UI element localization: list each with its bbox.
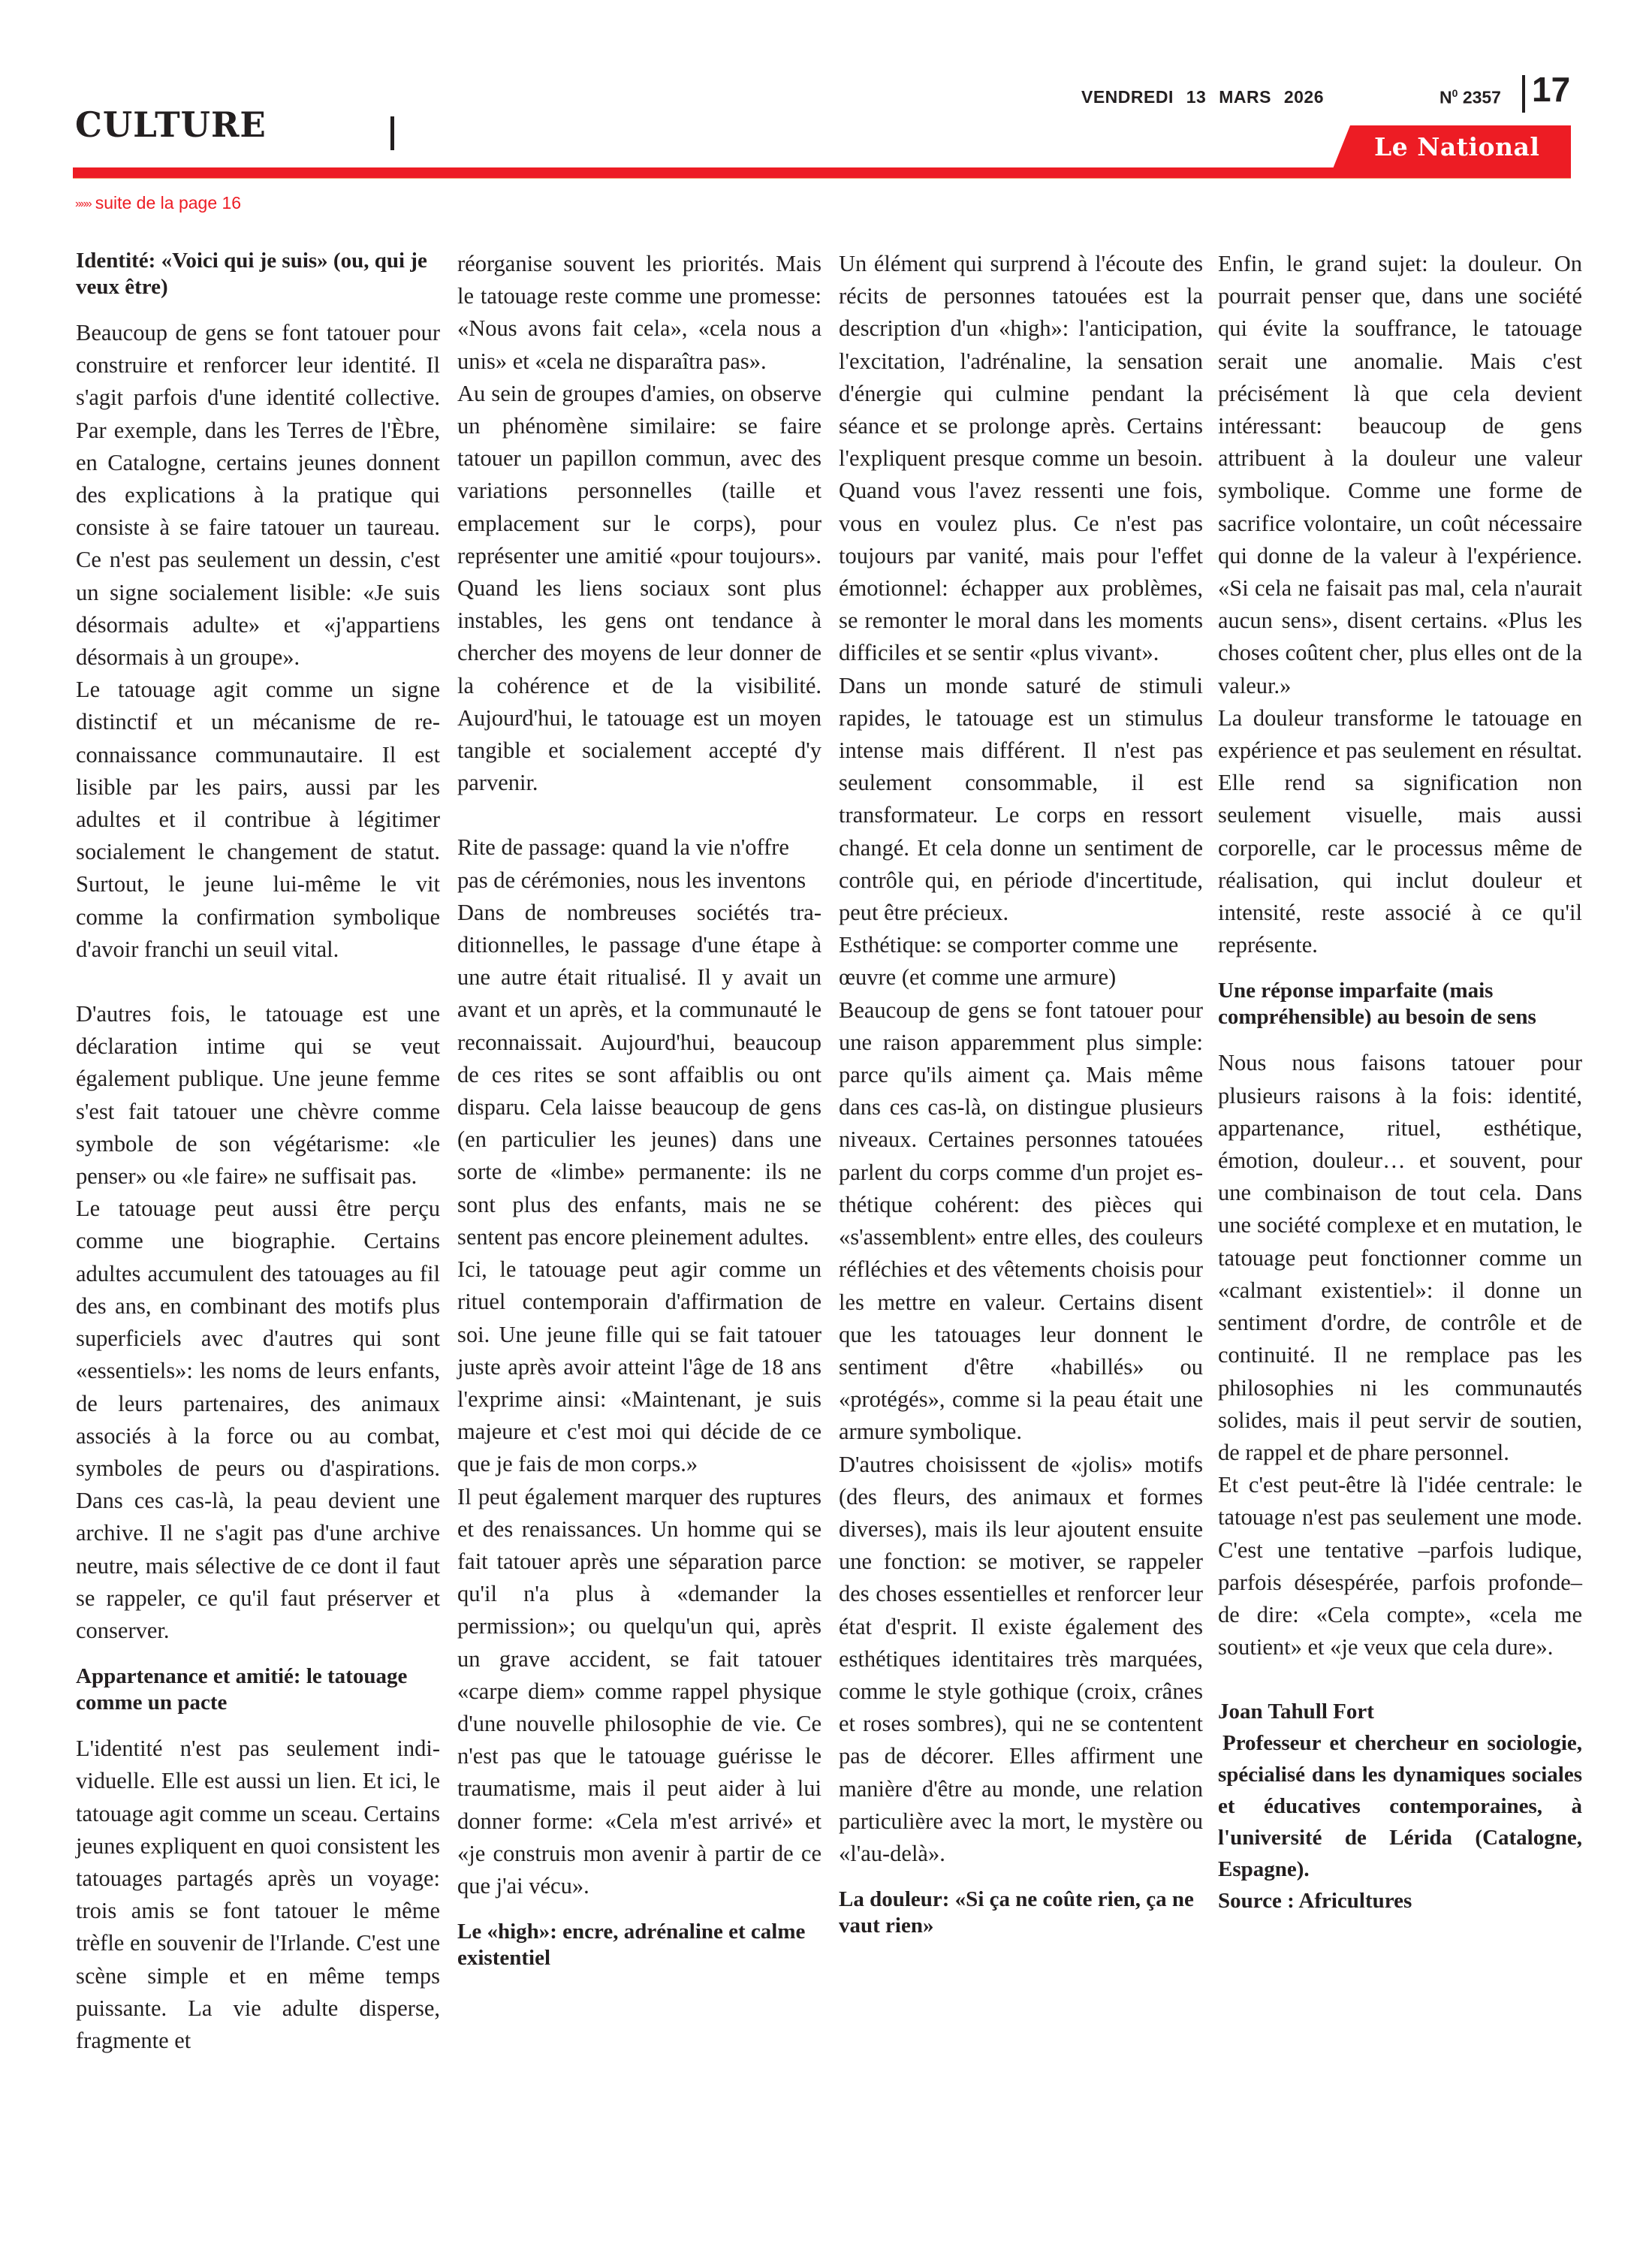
arrows-icon: »»»	[75, 198, 91, 210]
page-divider	[1522, 75, 1525, 113]
article-source: Source : Africultures	[1218, 1889, 1412, 1914]
subheading-appartenance: Appartenance et amitié: le tatouage comme un pacte	[76, 1664, 408, 1715]
continued-from-link[interactable]	[75, 193, 241, 213]
subheading-high: Le «high»: encre, adrénaline et calme existentiel	[457, 1920, 806, 1971]
paragraph: Ici, le tatouage peut agir comme un rituel contemporain d'affirmation de soi. Une jeune fille qui se fait tatouer juste après avoir atteint l'âge de 18 ans l'exprime ainsi: «Maintenant, je suis majeure et c'est moi qui décide de ce que je fais de mon corps.»	[457, 1256, 821, 1477]
paragraph: Nous nous faisons tatouer pour plusieurs raisons à la fois: identité, appartenance, rituel, esthétique, émotion, douleur… et souvent, pour une combinaison de tout cela. Dans une société complexe et en mutation, le tatouage peut fonctionner comme un «calmant existentiel»: il donne un sentiment d'ordre, de contrôle et de continuité. Il ne remplace pas les philosophies ni les communautés solides, mais il peut servir de soutien, de rappel et de phare personnel.	[1218, 1050, 1582, 1465]
issue-value: 2357	[1462, 87, 1501, 107]
paragraph: Beaucoup de gens se font tatouer pour une raison apparemment plus simple: parce qu'ils aiment ça. Mais même dans ces cas-là, on distingue plusieurs niveaux. Certaines personnes tatouées parlent du corps comme d'un projet esthétique cohérent: des pièces qui «s'assemblent» entre elles, des couleurs réfléchies et des vêtements choisis pour les mettre en valeur. Certains disent que les tatouages leur donnent le sentiment d'être «habillés» ou «protégés», comme si la peau était une armure symbolique.	[839, 997, 1203, 1445]
paragraph: La douleur transforme le tatouage en expérience et pas seulement en résultat. Elle rend sa signification non seulement visuelle, mais aussi corporelle, car le processus même de réalisation, qui inclut douleur et intensité, reste associé à ce qu'il représente.	[1218, 704, 1582, 958]
newspaper-brand: Le National	[1374, 132, 1540, 161]
subheading-identite: Identité: «Voici qui je suis» (ou, qui je veux être)	[76, 249, 427, 299]
author-role: Professeur et chercheur en sociologie, spécialisé dans les dynamiques sociales et éducatives contemporaines, à l'université de Lérida (Catalogne, Espagne).	[1218, 1731, 1582, 1882]
paragraph: Dans un monde saturé de stimuli rapides, le tatouage est un stimulus intense mais différent. Il n'est pas seulement consommable, il est transformateur. Le corps en ressort changé. Et cela donne un sentiment de contrôle qui, en période d'incertitude, peut être précieux.	[839, 672, 1203, 926]
paragraph: réorganise souvent les priorités. Mais le tatouage reste comme une promesse: «Nous avons fait cela», «cela nous a unis» et «cela ne disparaîtra pas».	[457, 251, 821, 374]
subheading-esthetique: Esthétique: se comporter comme une œuvre (et comme une armure)	[839, 932, 1179, 991]
article-column-1	[76, 248, 440, 2057]
issue-number	[1439, 87, 1501, 108]
section-title: CULTURE	[75, 104, 267, 145]
page-number: 17	[1532, 70, 1571, 109]
section-divider	[390, 116, 394, 150]
paragraph: L'identité n'est pas seulement individuelle. Elle est aussi un lien. Et ici, le tatouage agit comme un sceau. Certains jeunes expliquent en quoi consistent les tatouages partagés après un voyage: trois amis se font tatouer le même trèfle en souvenir de l'Irlande. C'est une scène simple et en même temps puissante. La vie adulte disperse, fragmente et	[76, 1736, 440, 2053]
paragraph: Il peut également marquer des ruptures et des renaissances. Un homme qui se fait tatouer après une séparation parce qu'il n'a plus à «demander la permission»; ou quelqu'un qui, après un grave accident, se fait tatouer «carpe diem» comme rappel physique d'une nouvelle philosophie de vie. Ce n'est pas que le tatouage guérisse le traumatisme, mais il peut aider à lui donner forme: «Cela m'est arrivé» et «je construis mon avenir à partir de ce que j'ai vécu».	[457, 1483, 821, 1899]
paragraph: Le tatouage peut aussi être perçu comme une biographie. Certains adultes accumulent des tatouages au fil des ans, en combinant des motifs plus superficiels avec d'autres qui sont «essentiels»: les noms de leurs enfants, de leurs partenaires, des animaux associés à la force ou au combat, symboles de peurs ou d'aspirations. Dans ces cas-là, la peau devient une archive. Il ne s'agit pas d'une archive neutre, mais sélective de ce dont il faut se rappeler, ce qu'il faut préserver et conserver.	[76, 1196, 440, 1643]
author-byline	[1218, 1696, 1582, 1917]
publication-date: VENDREDI 13 MARS 2026	[1081, 87, 1324, 107]
article-column-2	[457, 248, 821, 1988]
article-column-3	[839, 248, 1203, 1956]
paragraph: Beaucoup de gens se font tatouer pour construire et renforcer leur identité. Il s'agit parfois d'une identité collective. Par exemple, dans les Terres de l'Èbre, en Catalogne, certains jeunes donnent des explications à la pratique qui consiste à se faire tatouer un taureau. Ce n'est pas seulement un dessin, c'est un signe socialement lisible: «Je suis désormais adulte» et «j'appartiens désormais à un groupe».	[76, 320, 440, 671]
paragraph: D'autres choisissent de «jolis» motifs (des fleurs, des animaux et formes diverses), mais ils leur ajoutent ensuite une fonction: se motiver, se rappeler des choses essentielles et renforcer leur état d'esprit. Il existe également des esthétiques identitaires très marquées, comme le style gothique (croix, crânes et roses sombres), qui ne se contentent pas de décorer. Elles affirment une manière d'être au monde, une relation particulière avec la mort, le mystère ou «l'au-delà».	[839, 1451, 1203, 1866]
paragraph: Et c'est peut-être là l'idée centrale: le tatouage n'est pas seulement une mode. C'est une tentative –parfois ludique, parfois désespérée, parfois profonde– de dire: «Cela compte», «cela me soutient» et «je veux que cela dure».	[1218, 1472, 1582, 1660]
paragraph: Dans de nombreuses sociétés traditionnelles, le passage d'une étape à une autre était ritualisé. Il y avait un avant et un après, et la communauté le reconnaissait. Aujourd'hui, beaucoup de ces rites se sont affaiblis ou ont disparu. Cela laisse beaucoup de gens (en particulier les jeunes) dans une sorte de «limbe» permanente: ils ne sont plus des enfants, mais ne se sentent pas encore pleinement adultes.	[457, 899, 821, 1250]
issue-sup: 0	[1452, 87, 1458, 99]
author-name: Joan Tahull Fort	[1218, 1700, 1374, 1724]
paragraph: D'autres fois, le tatouage est une déclaration intime qui se veut également publique. Une jeune femme s'est fait tatouer une chèvre comme symbole de son végétarisme: «le penser» ou «le faire» ne suffisait pas.	[76, 1001, 440, 1190]
continued-text: suite de la page 16	[95, 193, 242, 213]
paragraph: Enfin, le grand sujet: la douleur. On pourrait penser que, dans une société qui évite la souffrance, le tatouage serait une anomalie. Mais c'est précisément là que cela devient intéressant: beaucoup de gens attribuent à la douleur une valeur symbolique. Comme une forme de sacrifice volontaire, un coût nécessaire qui donne de la valeur à l'expérience. «Si cela ne faisait pas mal, cela n'aurait aucun sens», disent certains. «Plus les choses coûtent cher, plus elles ont de la valeur.»	[1218, 251, 1582, 698]
article-column-4	[1218, 248, 1582, 1917]
paragraph: Le tatouage agit comme un signe distinctif et un mécanisme de reconnaissance communautaire. Il est lisible par les pairs, aussi par les adultes et il contribue à légitimer socialement le changement de statut. Surtout, le jeune lui-même le vit comme la confirmation symbolique d'avoir franchi un seuil vital.	[76, 677, 440, 962]
paragraph: Un élément qui surprend à l'écoute des récits de personnes tatouées est la description d'un «high»: l'anticipation, l'excitation, l'adrénaline, la sensation d'énergie qui culmine pendant la séance et se prolonge après. Certains l'expliquent presque comme un besoin. Quand vous l'avez ressenti une fois, vous en voulez plus. Ce n'est pas toujours par vanité, mais pour l'effet émotionnel: échapper aux problèmes, se remonter le moral dans les moments difficiles et se sentir «plus vivant».	[839, 251, 1203, 666]
subheading-reponse-imparfaite: Une réponse imparfaite (mais compréhensible) au besoin de sens	[1218, 979, 1536, 1030]
subheading-rite-de-passage: Rite de passage: quand la vie n'offre pas de cérémonies, nous les inventons	[457, 834, 806, 893]
paragraph: Au sein de groupes d'amies, on observe un phénomène similaire: se faire tatouer un papillon commun, avec des variations personnelles (taille et emplacement sur le corps), pour représenter une amitié «pour toujours». Quand les liens sociaux sont plus instables, les gens ont tendance à chercher des moyens de leur donner de la cohérence et de la visibilité. Aujourd'hui, le tatouage est un moyen tangible et socialement accepté d'y parvenir.	[457, 380, 821, 796]
subheading-douleur: La douleur: «Si ça ne coûte rien, ça ne vaut rien»	[839, 1887, 1194, 1938]
issue-prefix: N	[1439, 87, 1452, 107]
